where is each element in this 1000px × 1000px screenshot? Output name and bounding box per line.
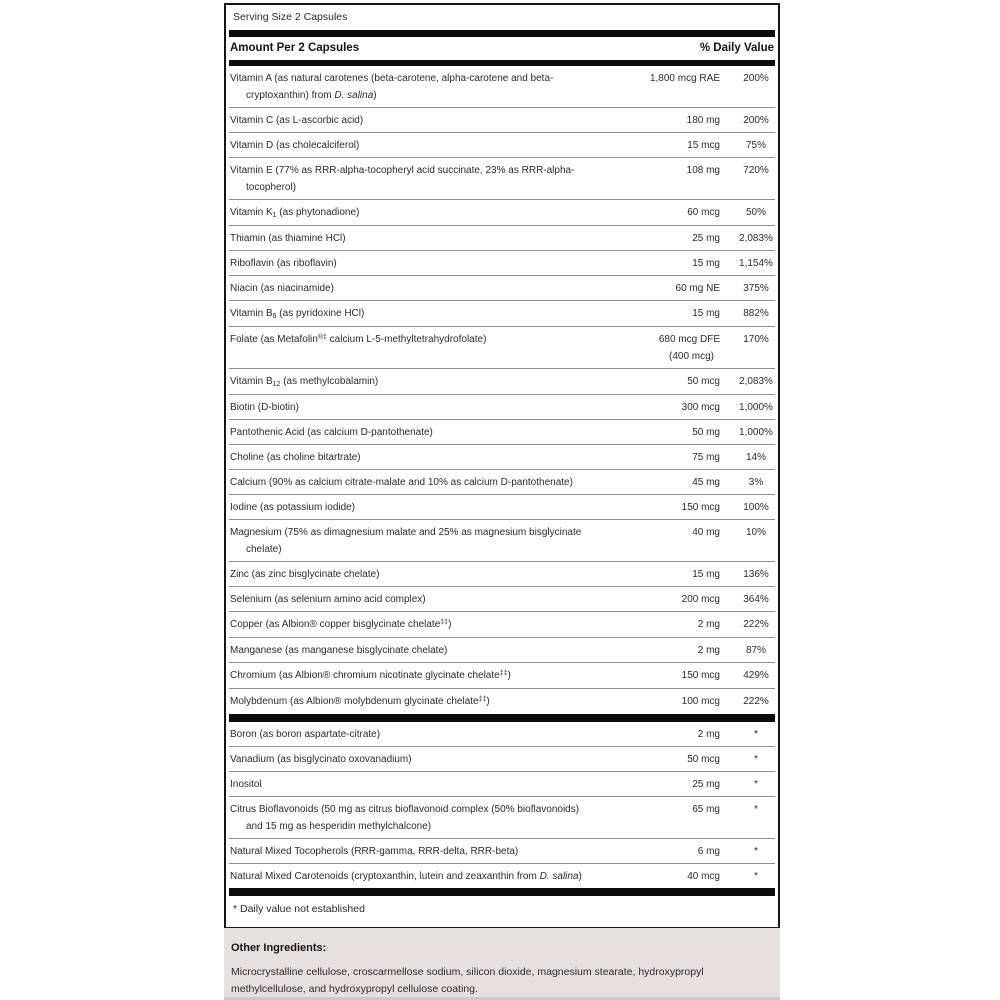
nutrient-row [229,107,775,132]
nutrient-amount: 200 mcg [681,593,720,605]
serving-size: Serving Size 2 Capsules [233,11,348,23]
nutrient-name: Calcium (90% as calcium citrate-malate and 10% as calcium D-pantothenate) [230,476,573,488]
nutrient-amount: 25 mg [692,232,720,244]
nutrient-name: Manganese (as manganese bisglycinate chelate) [230,644,448,656]
nutrient-row [229,469,775,494]
dv-footnote: * Daily value not established [233,903,365,915]
nutrient-name: Selenium (as selenium amino acid complex) [230,593,426,605]
nutrient-dv: 75% [745,139,766,151]
nutrient-dv: 170% [743,333,769,345]
nutrient-name: Folate (as Metafolin®‡ calcium L-5-methyltetrahydrofolate) [230,333,487,345]
nutrient-row [229,225,775,250]
nutrient-row [229,771,775,796]
nutrient-row [229,722,775,746]
nutrient-row [229,157,775,199]
nutrient-name: Thiamin (as thiamine HCl) [230,232,346,244]
nutrient-amount: 40 mcg [687,870,720,882]
nutrient-dv: 10% [745,526,766,538]
nutrient-name: Zinc (as zinc bisglycinate chelate) [230,568,380,580]
nutrient-dv: 2,083% [739,232,773,244]
nutrient-name: Inositol [230,778,262,790]
nutrient-name: Vitamin E (77% as RRR-alpha-tocopheryl acid succinate, 23% as RRR-alpha- tocopherol) [230,164,575,193]
nutrient-name: Niacin (as niacinamide) [230,282,334,294]
nutrient-row [229,561,775,586]
nutrient-row [229,519,775,561]
nutrient-name: Vitamin D (as cholecalciferol) [230,139,360,151]
nutrient-amount: 50 mg [692,426,720,438]
nutrient-dv: 3% [748,476,764,488]
nutrient-amount-note: (400 mcg) [668,350,714,362]
nutrients-section [229,66,775,714]
nutrient-amount: 680 mcg DFE (400 mcg) [636,331,720,365]
nutrient-name: Molybdenum (as Albion® molybdenum glycinate chelate‡‡) [230,695,490,707]
nutrient-row [229,132,775,157]
nutrient-name: Vitamin $B_{12}$ (as methylcobalamin) [230,375,379,388]
nutrient-dv: * [754,778,758,790]
nutrient-amount: 100 mcg [681,695,720,707]
nutrient-amount: 50 mcg [687,375,720,387]
nutrient-dv: * [754,803,758,815]
nutrient-dv: 1,000% [739,401,773,413]
nutrient-amount: 6 mg [697,845,720,857]
nutrient-name: Pantothenic Acid (as calcium D-pantothenate) [230,426,433,438]
nutrient-amount: 60 mcg [687,206,720,218]
nutrient-name: Vanadium (as bisglycinato oxovanadium) [230,753,412,765]
nutrient-row [229,66,775,107]
nutrient-dv: * [754,870,758,882]
nutrient-dv: 222% [743,695,769,707]
nutrient-name: Vitamin C (as L-ascorbic acid) [230,114,364,126]
nutrient-name: Natural Mixed Carotenoids (cryptoxanthin, lutein and zeaxanthin from D. salina) [230,870,582,882]
divider-bar [229,888,775,896]
nutrient-amount: 50 mcg [687,753,720,765]
nutrient-dv: * [754,845,758,857]
nutrient-amount: 180 mg [686,114,720,126]
nutrient-dv: * [754,728,758,740]
nutrient-amount: 75 mg [692,451,720,463]
nutrient-name: Boron (as boron aspartate-citrate) [230,728,381,740]
nutrient-name: Citrus Bioflavonoids (50 mg as citrus bioflavonoid complex (50% bioflavonoids) and 15 mg as hesperidin methylchalcone) [230,803,580,832]
divider-bar [229,714,775,722]
nutrient-row [229,796,775,838]
amount-column-header: Amount Per 2 Capsules [230,42,360,54]
nutrient-dv: 87% [745,644,766,656]
nutrient-name: Vitamin A (as natural carotenes (beta-carotene, alpha-carotene and beta- cryptoxanthin) from D. salina) [230,72,554,101]
nutrient-amount: 15 mg [692,257,720,269]
nutrient-dv: 364% [743,593,769,605]
nutrient-amount: 60 mg NE [675,282,720,294]
nutrient-amount: 2 mg [697,644,720,656]
nutrient-amount: 15 mcg [687,139,720,151]
nutrient-row [229,199,775,225]
nutrient-dv: 100% [743,501,769,513]
nutrient-row [229,637,775,662]
nutrient-dv: 375% [743,282,769,294]
nutrient-row [229,326,775,368]
divider-bar [229,30,775,37]
nutrient-dv: 200% [743,72,769,84]
nutrient-name: Copper (as Albion® copper bisglycinate chelate‡‡) [230,618,452,630]
nutrient-amount: 15 mg [692,568,720,580]
nutrient-amount: 108 mg [686,164,720,176]
nutrient-name: Magnesium (75% as dimagnesium malate and 25% as magnesium bisglycinate chelate) [230,526,582,555]
nutrient-amount: 150 mcg [681,669,720,681]
nutrient-name: Choline (as choline bitartrate) [230,451,361,463]
table-header [229,37,775,60]
nutrient-row [229,586,775,611]
nutrient-name: Riboflavin (as riboflavin) [230,257,337,269]
other-ingredients-section [224,928,780,1000]
supplement-facts-panel [224,3,780,929]
nutrient-row [229,368,775,394]
nutrient-name: Vitamin $B_6$ (as pyridoxine HCl) [230,307,365,320]
nutrient-row [229,394,775,419]
nutrient-amount: 45 mg [692,476,720,488]
daily-value-column-header: % Daily Value [699,42,774,54]
nutrient-row [229,444,775,469]
nutrient-amount: 2 mg [697,728,720,740]
nutrient-amount: 65 mg [692,803,720,815]
no-daily-value-section [229,722,775,888]
nutrient-dv: 136% [743,568,769,580]
nutrient-amount: 150 mcg [681,501,720,513]
other-ingredients-text: Microcrystalline cellulose, croscarmellose sodium, silicon dioxide, magnesium stearate, hydroxypropyl methylcellulose, and hydroxypropyl cellulose coating. [231,966,704,995]
nutrient-name: Iodine (as potassium iodide) [230,501,356,513]
nutrient-dv: 222% [743,618,769,630]
nutrient-amount: 15 mg [692,307,720,319]
nutrient-dv: 429% [743,669,769,681]
nutrient-amount: 25 mg [692,778,720,790]
nutrient-name: Vitamin $K_1$ (as phytonadione) [230,206,360,219]
nutrient-amount: 1,800 mcg RAE [649,72,720,84]
nutrient-row [229,688,775,714]
nutrient-row [229,494,775,519]
nutrient-dv: 882% [743,307,769,319]
nutrient-dv: 50% [745,206,766,218]
nutrient-name: Natural Mixed Tocopherols (RRR-gamma, RRR-delta, RRR-beta) [230,845,519,857]
nutrient-amount: 40 mg [692,526,720,538]
nutrient-row [229,275,775,300]
other-ingredients-title: Other Ingredients: [231,942,327,954]
nutrient-row [229,300,775,326]
nutrient-row [229,419,775,444]
nutrient-dv: * [754,753,758,765]
nutrient-row [229,838,775,863]
nutrient-row [229,863,775,888]
nutrient-row [229,250,775,275]
nutrient-row [229,662,775,688]
nutrient-name: Biotin (D-biotin) [230,401,299,413]
nutrient-dv: 14% [745,451,766,463]
nutrient-dv: 1,154% [739,257,773,269]
nutrient-name: Chromium (as Albion® chromium nicotinate glycinate chelate‡‡) [230,669,511,681]
nutrient-dv: 720% [743,164,769,176]
nutrient-amount: 2 mg [697,618,720,630]
nutrient-row [229,746,775,771]
nutrient-dv: 2,083% [739,375,773,387]
nutrient-dv: 1,000% [739,426,773,438]
nutrient-amount: 300 mcg [681,401,720,413]
nutrient-dv: 200% [743,114,769,126]
nutrient-row [229,611,775,637]
